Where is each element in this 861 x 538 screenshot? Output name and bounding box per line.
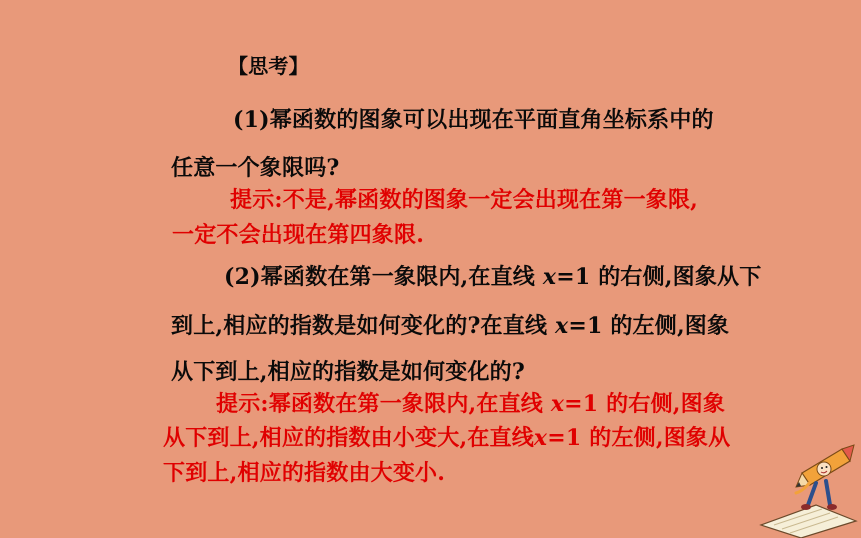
hint-1-line-2: 一定不会出现在第四象限.	[172, 222, 425, 248]
variable-x: x	[533, 425, 548, 451]
question-2-line-1-part-b: =1 的右侧,图象从下	[556, 264, 762, 290]
hint-2-line-1	[216, 390, 725, 418]
question-1-line-1: (1)幂函数的图象可以出现在平面直角坐标系中的	[233, 107, 714, 133]
question-2-line-2	[171, 312, 729, 340]
question-1-line-2: 任意一个象限吗?	[171, 155, 340, 181]
variable-x: x	[550, 391, 565, 417]
hint-2-line-2	[163, 424, 730, 452]
hint-2-line-1-part-b: =1 的右侧,图象	[564, 391, 726, 417]
hint-2-line-3: 下到上,相应的指数由大变小.	[163, 460, 446, 486]
question-2-line-2-part-a: 到上,相应的指数是如何变化的?在直线	[171, 313, 556, 339]
hint-2-line-2-part-b: =1 的左侧,图象从	[547, 425, 731, 451]
hint-1-line-1: 提示:不是,幂函数的图象一定会出现在第一象限,	[230, 187, 699, 213]
question-2-line-1-part-a: (2)幂函数在第一象限内,在直线	[224, 264, 543, 290]
heading: 【思考】	[228, 54, 309, 78]
question-2-line-1	[224, 263, 761, 291]
variable-x: x	[542, 264, 557, 290]
variable-x: x	[555, 313, 569, 339]
pencil-character-writing-icon	[756, 443, 861, 538]
question-2-line-2-part-b: =1 的左侧,图象	[568, 313, 730, 339]
hint-2-line-2-part-a: 从下到上,相应的指数由小变大,在直线	[163, 425, 534, 451]
question-2-line-3: 从下到上,相应的指数是如何变化的?	[171, 359, 525, 385]
hint-2-line-1-part-a: 提示:幂函数在第一象限内,在直线	[216, 391, 551, 417]
